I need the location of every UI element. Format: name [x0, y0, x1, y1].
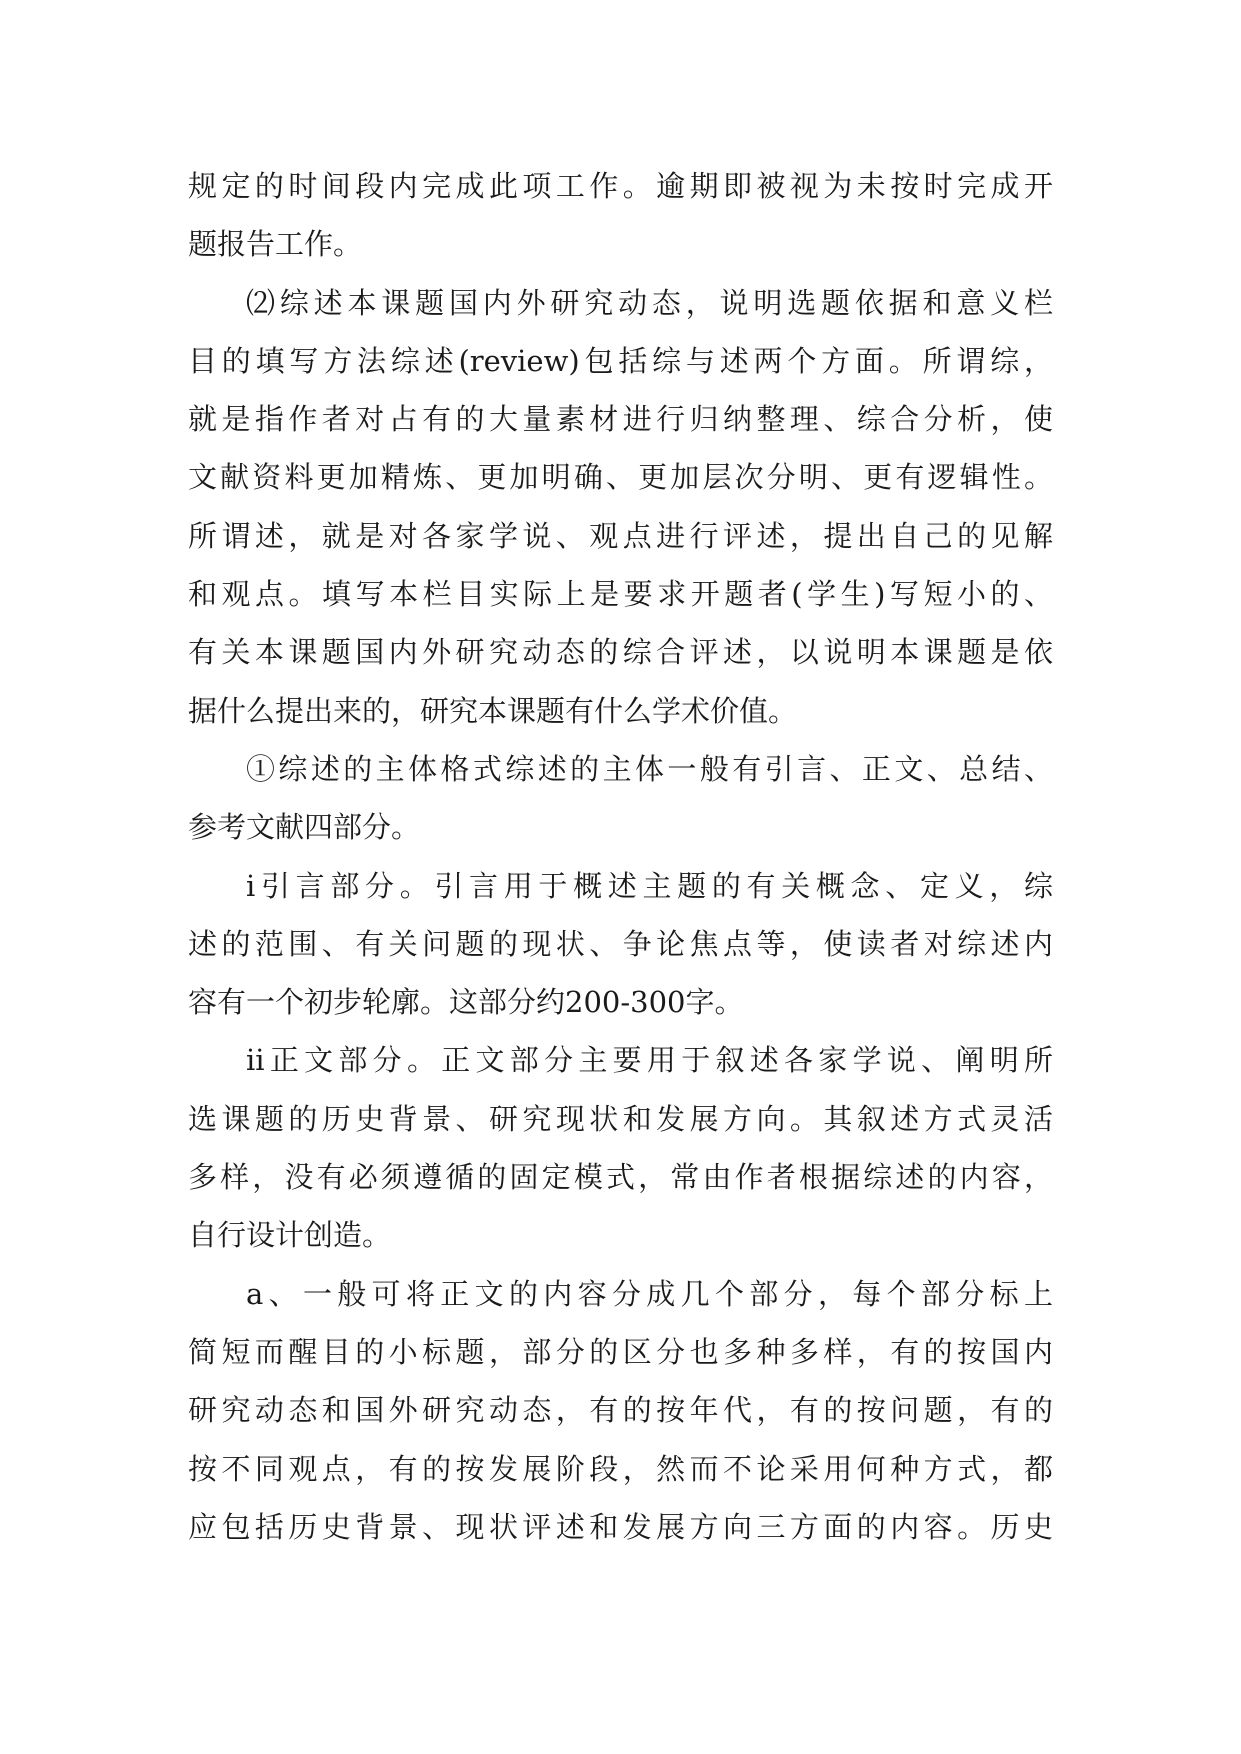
- text-line: 所谓述，就是对各家学说、观点进行评述，提出自己的见解: [188, 518, 1053, 553]
- text-line: 自行设计创造。: [188, 1218, 392, 1253]
- body-text: [188, 157, 1053, 1556]
- text-line: 容有一个初步轮廓。这部分约200-300字。: [188, 985, 744, 1020]
- paragraph-start-line: ①综述的主体格式综述的主体一般有引言、正文、总结、: [246, 751, 1053, 786]
- text-line: 参考文献四部分。: [188, 810, 421, 845]
- paragraph-start-line: ⅱ正文部分。正文部分主要用于叙述各家学说、阐明所: [246, 1043, 1053, 1078]
- paragraph-start-line: ⅰ引言部分。引言用于概述主题的有关概念、定义，综: [246, 868, 1053, 903]
- text-line: 研究动态和国外研究动态，有的按年代，有的按问题，有的: [188, 1393, 1053, 1428]
- text-line: 题报告工作。: [188, 227, 363, 262]
- text-line: 规定的时间段内完成此项工作。逾期即被视为未按时完成开: [188, 169, 1053, 203]
- paragraph-start-line: ⑵综述本课题国内外研究动态，说明选题依据和意义栏: [246, 285, 1053, 320]
- text-line: 按不同观点，有的按发展阶段，然而不论采用何种方式，都: [188, 1451, 1053, 1486]
- text-line: 文献资料更加精炼、更加明确、更加层次分明、更有逻辑性。: [188, 460, 1053, 495]
- text-line: 述的范围、有关问题的现状、争论焦点等，使读者对综述内: [188, 926, 1053, 961]
- text-line: 多样，没有必须遵循的固定模式，常由作者根据综述的内容，: [188, 1160, 1053, 1195]
- text-line: 就是指作者对占有的大量素材进行归纳整理、综合分析，使: [188, 402, 1053, 437]
- text-line: 选课题的历史背景、研究现状和发展方向。其叙述方式灵活: [188, 1101, 1053, 1136]
- text-line: 应包括历史背景、现状评述和发展方向三方面的内容。历史: [188, 1509, 1053, 1544]
- paragraph-start-line: a、一般可将正文的内容分成几个部分，每个部分标上: [246, 1276, 1053, 1311]
- text-line: 和观点。填写本栏目实际上是要求开题者(学生)写短小的、: [188, 577, 1053, 612]
- text-line: 简短而醒目的小标题，部分的区分也多种多样，有的按国内: [188, 1334, 1053, 1369]
- text-line: 目的填写方法综述(review)包括综与述两个方面。所谓综，: [188, 343, 1053, 378]
- text-line: 有关本课题国内外研究动态的综合评述，以说明本课题是依: [188, 635, 1053, 670]
- text-line: 据什么提出来的，研究本课题有什么学术价值。: [188, 693, 798, 728]
